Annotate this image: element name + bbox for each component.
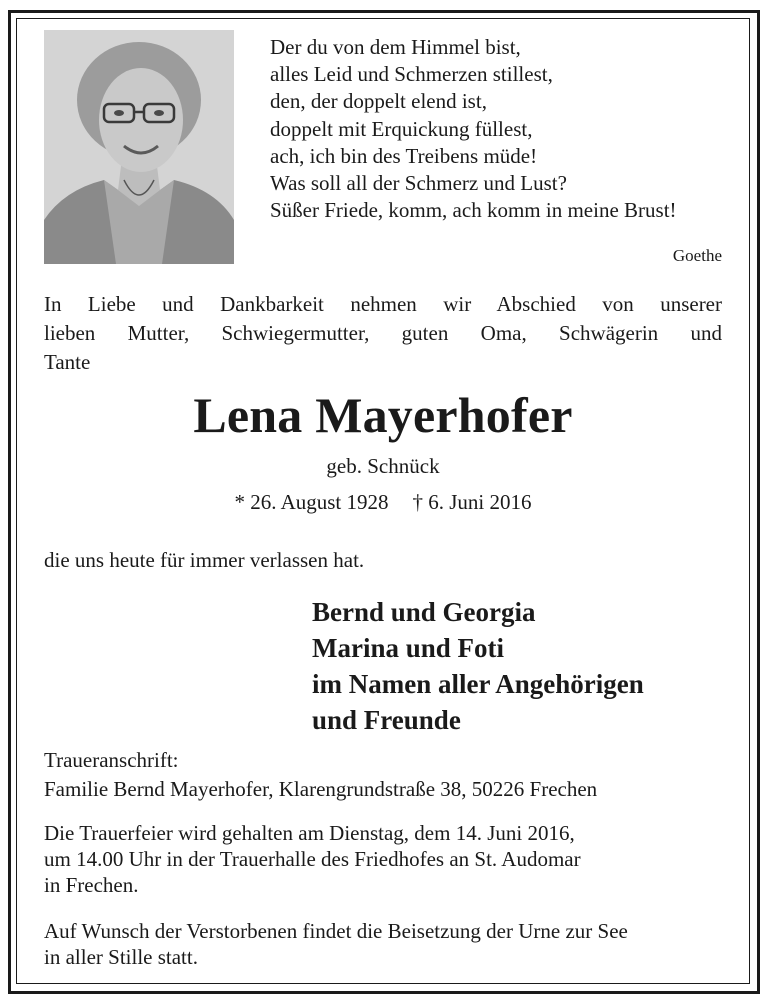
death-date: † 6. Juni 2016 <box>412 490 532 514</box>
burial-info <box>44 918 628 970</box>
signer-line: Marina und Foti <box>312 633 505 663</box>
poem-line: Was soll all der Schmerz und Lust? <box>270 171 567 196</box>
ceremony-line: um 14.00 Uhr in der Trauerhalle des Friedhofes an St. Audomar <box>44 847 581 871</box>
ceremony-line: Die Trauerfeier wird gehalten am Dienstag, dem 14. Juni 2016, <box>44 821 575 845</box>
signer-line: Bernd und Georgia <box>312 597 536 627</box>
ceremony-info <box>44 820 581 898</box>
closing-text: die uns heute für immer verlassen hat. <box>44 548 365 572</box>
poem-line: alles Leid und Schmerzen stillest, <box>270 62 553 87</box>
poem-line: Der du von dem Himmel bist, <box>270 35 521 59</box>
burial-line: in aller Stille statt. <box>44 945 198 969</box>
signer-line: und Freunde <box>312 705 461 735</box>
portrait-photo <box>44 30 234 264</box>
poem-line: ach, ich bin des Treibens müde! <box>270 143 538 168</box>
address-value: Familie Bernd Mayerhofer, Klarengrundstraße 38, 50226 Frechen <box>44 777 598 801</box>
ceremony-line: in Frechen. <box>44 873 139 897</box>
intro-line: lieben Mutter, Schwiegermutter, guten Oma, Schwägerin und <box>44 321 722 345</box>
poem-line: den, der doppelt elend ist, <box>270 89 487 114</box>
address-label: Traueranschrift: <box>44 748 179 772</box>
mourning-address <box>44 746 597 804</box>
intro-line: Tante <box>44 350 91 374</box>
maiden-name: geb. Schnück <box>326 454 440 478</box>
poem-line: Süßer Friede, komm, ach komm in meine Brust! <box>270 198 677 223</box>
poem <box>270 34 730 224</box>
deceased-name: Lena Mayerhofer <box>193 387 573 443</box>
poem-line: doppelt mit Erquickung füllest, <box>270 116 533 141</box>
signer-line: im Namen aller Angehörigen <box>312 669 644 699</box>
birth-date: * 26. August 1928 <box>234 490 389 514</box>
burial-line: Auf Wunsch der Verstorbenen findet die Beisetzung der Urne zur See <box>44 919 628 943</box>
intro-text <box>44 290 722 377</box>
life-dates <box>0 490 766 515</box>
poem-author: Goethe <box>672 246 722 265</box>
signers <box>312 594 644 738</box>
intro-line: In Liebe und Dankbarkeit nehmen wir Abschied von unserer <box>44 292 722 316</box>
